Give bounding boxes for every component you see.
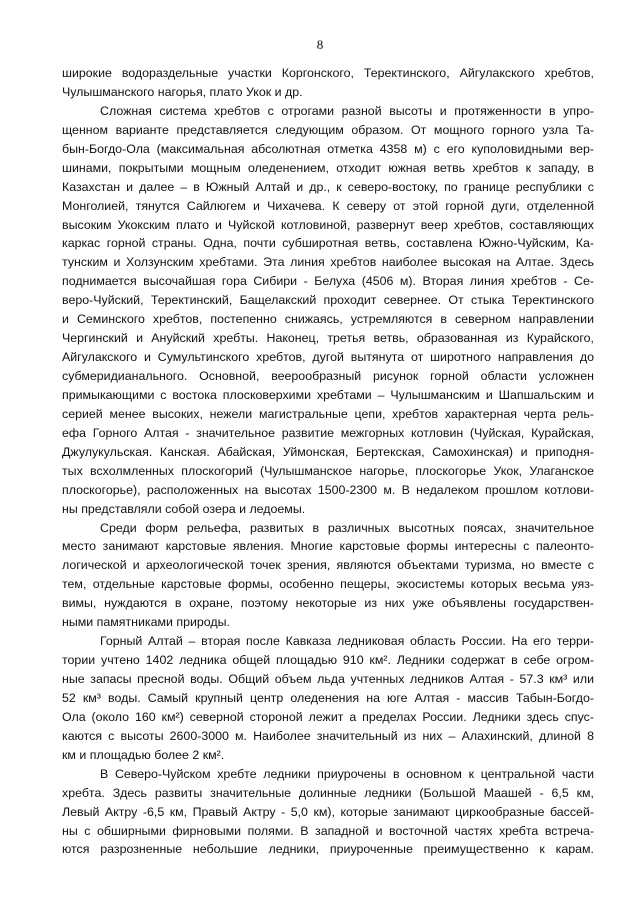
text-line: щенном варианте представляется следующим образом. От мощного горного узла Та- <box>62 122 594 137</box>
text-line: Сложная система хребтов с отрогами разной высоты и протяженности в упро- <box>100 103 594 118</box>
paragraph <box>62 765 594 860</box>
paragraph <box>62 519 594 633</box>
text-line: Ола (около 160 км²) северной стороной лежит а пределах России. Ледники здесь спус- <box>62 709 594 724</box>
text-line: веро-Чуйский, Теректинский, Бащелакский проходит севернее. От стыка Теректинского <box>62 293 594 308</box>
text-line: и Семинского хребтов, постепенно снижаясь, устремляются в северном направлении <box>62 312 594 327</box>
text-line: Чулышманского нагорья, плато Укок и др. <box>62 84 303 99</box>
text-line: Среди форм рельефа, развитых в различных высотных поясах, значительное <box>100 520 594 535</box>
text-line: поднимается высочайшая гора Сибири - Белуха (4506 м). Вторая линия хребтов - Се- <box>62 274 594 289</box>
text-line: Чергинский и Ануйский хребты. Наконец, третья ветвь, образованная из Курайского, <box>62 331 594 346</box>
text-line: ефа Горного Алтая - значительное развитие межгорных котловин (Чуйская, Курайская, <box>62 425 594 440</box>
page-number: 8 <box>316 37 324 52</box>
text-line: хребта. Здесь развиты значительные долинные ледники (Большой Маашей - 6,5 км, <box>62 785 594 800</box>
text-line: примыкающими с востока плосковерхими хребтами – Чулышманским и Шапшальским и <box>62 387 594 402</box>
text-line: широкие водораздельные участки Коргонского, Теректинского, Айгулакского хребтов, <box>62 66 594 80</box>
text-line: тых всхолмленных плоскогорий (Чулышманское нагорье, плоскогорье Укок, Улаганское <box>62 463 594 478</box>
text-line: субмеридианального. Основной, веерообразный рисунок горной области усложнен <box>62 369 594 383</box>
text-line: место занимают карстовые явления. Многие карстовые формы интересны с палеонто- <box>62 539 594 554</box>
text-line: ными памятниками природы. <box>62 615 230 630</box>
paragraph <box>62 102 594 519</box>
text-line: высоким Укокским плато и Чуйской котловиной, развернут веер хребтов, составляющих <box>62 217 594 232</box>
paragraph <box>62 64 594 102</box>
text-line: Айгулакского и Сумультинского хребтов, дугой вытянута от широтного направления до <box>62 350 594 365</box>
text-line: 52 км³ воды. Самый крупный центр оледенения на юге Алтая - массив Табын-Богдо- <box>62 690 594 705</box>
text-line: каются с высоты 2600-3000 м. Наиболее значительный из них – Алахинский, длиной 8 <box>62 728 594 743</box>
text-line: тем, отдельные карстовые формы, особенно пещеры, экосистемы которых весьма уяз- <box>62 577 594 592</box>
text-line: Казахстан и далее – в Южный Алтай и др., к северо-востоку, по границе республики с <box>62 179 594 194</box>
text-line: ны с обширными фирновыми полями. В западной и восточной частях хребта встреча- <box>62 823 594 838</box>
text-line: ны представляли собой озера и ледоемы. <box>62 501 306 516</box>
text-line: ются разрозненные небольшие ледники, приуроченные преимущественно к карам. <box>62 842 594 857</box>
text-line: Джулукульская. Канская. Абайская, Уймонская, Бертекская, Самохинская) и приподня- <box>62 444 594 459</box>
text-line: км и площадью более 2 км². <box>62 747 225 762</box>
text-line: тории учтено 1402 ледника общей площадью 910 км². Ледники содержат в себе огром- <box>62 653 594 668</box>
text-line: вимы, нуждаются в охране, поэтому некоторые из них уже объявлены государствен- <box>62 596 594 611</box>
text-line: логической и археологической точек зрения, являются объектами туризма, но вместе с <box>62 558 594 573</box>
text-line: В Северо-Чуйском хребте ледники приурочены в основном к центральной части <box>100 766 594 781</box>
text-line: шинами, покрытыми мощным оледенением, отходит южная ветвь хребтов к западу, в <box>62 160 594 175</box>
text-line: Горный Алтай – вторая после Кавказа ледниковая область России. На его терри- <box>100 634 594 649</box>
text-line: плоскогорье), расположенных на высотах 1500-2300 м. В недалеком прошлом котлови- <box>62 482 594 497</box>
text-line: Монголией, тянутся Сайлюгем и Чихачева. К северу от этой горной дуги, отделенной <box>62 198 594 213</box>
text-line: Левый Актру -6,5 км, Правый Актру - 5,0 км), которые занимают циркообразные бассей- <box>62 804 594 819</box>
text-line: бын-Богдо-Ола (максимальная абсолютная отметка 4358 м) с его куполовидными вер- <box>62 141 594 156</box>
body-text <box>62 64 594 859</box>
paragraph <box>62 632 594 765</box>
text-line: серией менее высоких, нежели магистральные цепи, хребтов характерная черта рель- <box>62 406 594 421</box>
text-line: каркас горной страны. Одна, почти субширотная ветвь, составлена Южно-Чуйским, Ка- <box>62 236 594 251</box>
text-line: тунским и Холзунским хребтами. Эта линия хребтов наиболее высокая на Алтае. Здесь <box>62 255 594 270</box>
text-line: ные запасы пресной воды. Общий объем льда учтенных ледников Алтая - 57.3 км³ или <box>62 672 594 686</box>
